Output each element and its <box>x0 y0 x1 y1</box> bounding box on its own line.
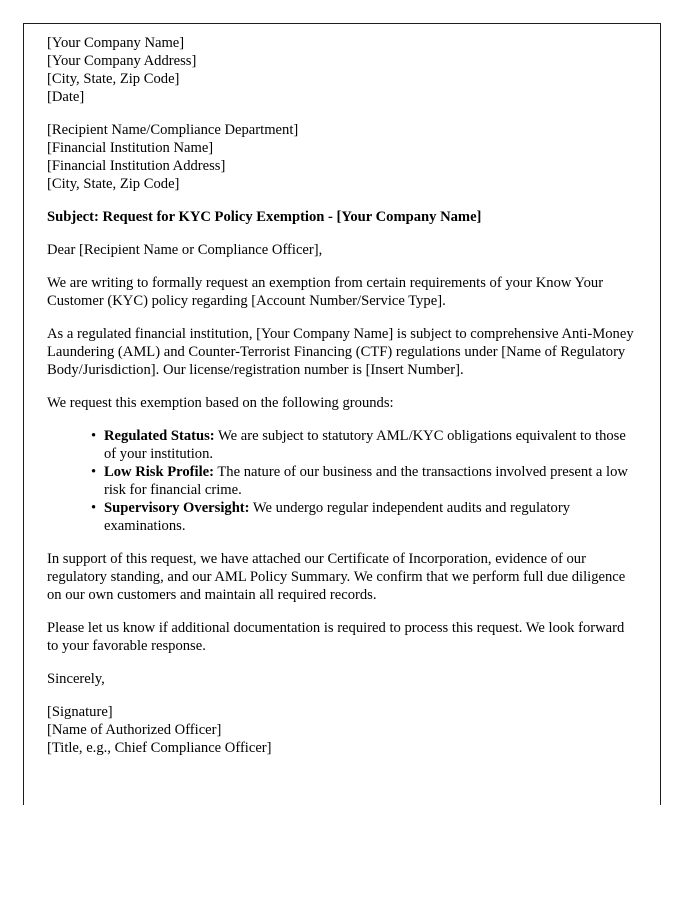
sender-line: [City, State, Zip Code] <box>47 71 180 87</box>
body-paragraph-1: We are writing to formally request an exemption from certain requirements of your Know Your Customer (KYC) policy regarding [Account Number/Service Type]. <box>47 275 604 309</box>
list-item-lead: Low Risk Profile: <box>104 464 214 480</box>
body-paragraph-4: Please let us know if additional documentation is required to process this request. We look forward to your favorable response. <box>47 620 625 654</box>
grounds-list <box>47 427 639 535</box>
recipient-line: [Recipient Name/Compliance Department] <box>47 122 299 138</box>
list-item-text: We are subject to statutory AML/KYC obligations equivalent to those of your institution. <box>104 428 626 462</box>
list-item-text: We undergo regular independent audits and regulatory examinations. <box>104 500 570 534</box>
sender-line: [Date] <box>47 89 85 105</box>
sender-line: [Your Company Address] <box>47 53 197 69</box>
spacer <box>47 193 639 208</box>
list-item <box>91 499 639 535</box>
letter-content <box>47 34 639 757</box>
sender-line: [Your Company Name] <box>47 35 185 51</box>
grounds-intro: We request this exemption based on the following grounds: <box>47 395 394 411</box>
spacer <box>47 604 639 619</box>
spacer <box>47 310 639 325</box>
spacer <box>47 655 639 670</box>
spacer <box>47 688 639 703</box>
signature-line: [Title, e.g., Chief Compliance Officer] <box>47 740 272 756</box>
sender-address-block <box>47 34 639 106</box>
signature-line: [Name of Authorized Officer] <box>47 722 222 738</box>
list-item <box>91 463 639 499</box>
spacer <box>47 226 639 241</box>
spacer <box>47 379 639 394</box>
spacer <box>47 412 639 427</box>
signature-line: [Signature] <box>47 704 113 720</box>
recipient-line: [Financial Institution Address] <box>47 158 226 174</box>
spacer <box>47 535 639 550</box>
closing-salutation: Sincerely, <box>47 671 105 687</box>
subject-line: Subject: Request for KYC Policy Exemption - [Your Company Name] <box>47 209 482 225</box>
signature-block <box>47 703 639 757</box>
list-item-lead: Supervisory Oversight: <box>104 500 250 516</box>
salutation: Dear [Recipient Name or Compliance Officer], <box>47 242 323 258</box>
body-paragraph-2: As a regulated financial institution, [Your Company Name] is subject to comprehensive Anti-Money Laundering (AML) and Counter-Terrorist Financing (CTF) regulations under [Name of Regulatory Body/Jurisdiction]. Our license/registration number is [Insert Number]. <box>47 326 634 378</box>
recipient-address-block <box>47 121 639 193</box>
list-item-lead: Regulated Status: <box>104 428 215 444</box>
recipient-line: [City, State, Zip Code] <box>47 176 180 192</box>
document-page <box>23 23 661 805</box>
spacer <box>47 259 639 274</box>
list-item-text: The nature of our business and the transactions involved present a low risk for financial crime. <box>104 464 628 498</box>
recipient-line: [Financial Institution Name] <box>47 140 214 156</box>
spacer <box>47 106 639 121</box>
body-paragraph-3: In support of this request, we have attached our Certificate of Incorporation, evidence of our regulatory standing, and our AML Policy Summary. We confirm that we perform full due diligence on our own customers and maintain all required records. <box>47 551 626 603</box>
list-item <box>91 427 639 463</box>
